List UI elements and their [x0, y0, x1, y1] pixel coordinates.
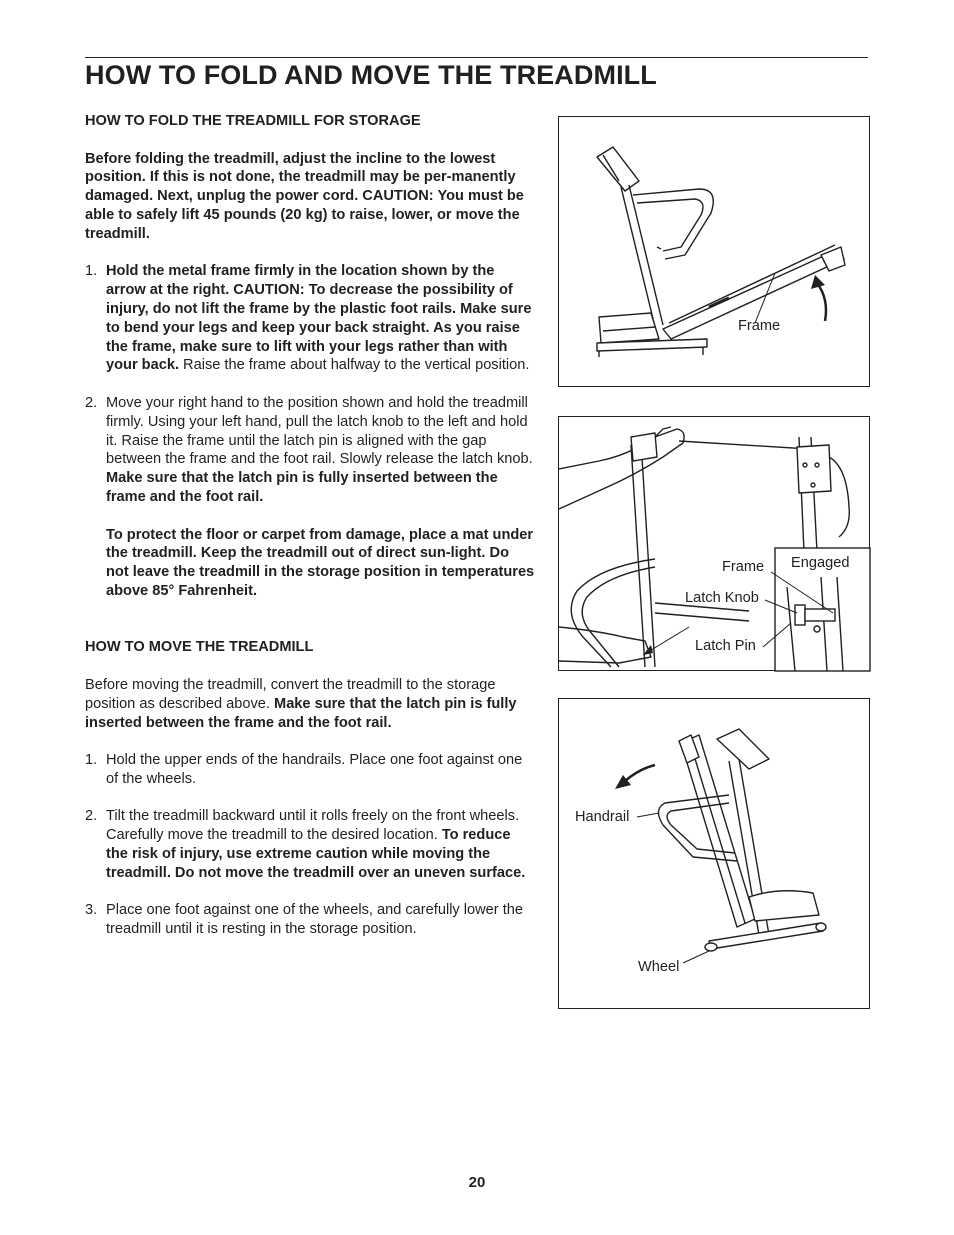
move-step-2-text: Tilt the treadmill backward until it rolls freely on the front wheels. Carefully move the treadmill to the desired location.	[106, 808, 520, 844]
figure-fold-latch	[558, 416, 870, 671]
move-intro-text: Before moving the treadmill, convert the treadmill to the storage position as described above.	[85, 676, 496, 712]
step-number: 3.	[85, 902, 98, 919]
fold-step-1-caution: Hold the metal frame firmly in the location shown by the arrow at the right. CAUTION: To decrease the possibility of injury, do not lift the frame by the plastic foot rails. Make sure to bend your legs and keep your back straight. As you raise the frame, make sure to lift with your legs rather than with your back.	[106, 263, 532, 374]
figure-move	[558, 698, 870, 1009]
fig2-latch-knob-label: Latch Knob	[685, 590, 759, 606]
fold-step-2	[85, 394, 535, 507]
step-number: 1.	[85, 752, 98, 769]
move-heading: HOW TO MOVE THE TREADMILL	[85, 639, 314, 656]
step-number: 1.	[85, 263, 98, 280]
move-step-3	[85, 901, 535, 939]
fig2-engaged-label: Engaged	[791, 555, 850, 571]
treadmill-raise-illustration	[559, 117, 871, 388]
move-step-2-caution: To reduce the risk of injury, use extreme caution while moving the treadmill. Do not move the treadmill over an uneven surface.	[106, 827, 526, 881]
page-title: HOW TO FOLD AND MOVE THE TREADMILL	[85, 60, 657, 90]
fig3-wheel-label: Wheel	[638, 959, 680, 975]
fig2-frame-label: Frame	[722, 559, 765, 575]
step-number: 2.	[85, 394, 98, 411]
move-intro	[85, 676, 535, 732]
move-step-3-text: Place one foot against one of the wheels, and carefully lower the treadmill until it is resting in the storage position.	[106, 902, 523, 938]
page-number: 20	[468, 1174, 486, 1191]
fig2-latch-pin-label: Latch Pin	[695, 638, 756, 654]
fold-intro: Before folding the treadmill, adjust the incline to the lowest position. If this is not done, the treadmill may be per-manently damaged. Next, unplug the power cord. CAUTION: You must be able to safely lift 45 pounds (20 kg) to raise, lower, or move the treadmill.	[85, 150, 524, 242]
fig1-frame-label: Frame	[738, 318, 781, 334]
fold-protect-note: To protect the floor or carpet from damage, place a mat under the treadmill. Keep the treadmill out of direct sun-light. Do not leave the treadmill in the storage position in temperatures above 85° Fahrenheit.	[106, 526, 535, 599]
header-rule	[85, 57, 868, 58]
fold-heading: HOW TO FOLD THE TREADMILL FOR STORAGE	[85, 113, 421, 129]
step-number: 2.	[85, 808, 98, 825]
fold-step-1	[85, 262, 535, 375]
move-intro-warning: Make sure that the latch pin is fully inserted between the frame and the foot rail.	[85, 695, 517, 731]
text-column	[85, 112, 535, 939]
move-step-1	[85, 751, 535, 789]
latch-illustration	[559, 417, 871, 672]
fig3-handrail-label: Handrail	[575, 809, 630, 825]
fold-step-2-warning: Make sure that the latch pin is fully inserted between the frame and the foot rail.	[106, 470, 498, 505]
figure-fold-raise	[558, 116, 870, 387]
fold-step-1-text: Raise the frame about halfway to the vertical position.	[179, 357, 530, 374]
move-step-2	[85, 807, 535, 882]
fold-step-2-text: Move your right hand to the position shown and hold the treadmill firmly. Using your left hand, pull the latch knob to the left and hold it. Raise the frame until the latch pin is aligned with the gap between the frame and the foot rail. Slowly release the latch knob.	[106, 394, 533, 468]
move-step-1-text: Hold the upper ends of the handrails. Place one foot against one of the wheels.	[106, 752, 523, 787]
treadmill-move-illustration	[559, 699, 871, 1010]
